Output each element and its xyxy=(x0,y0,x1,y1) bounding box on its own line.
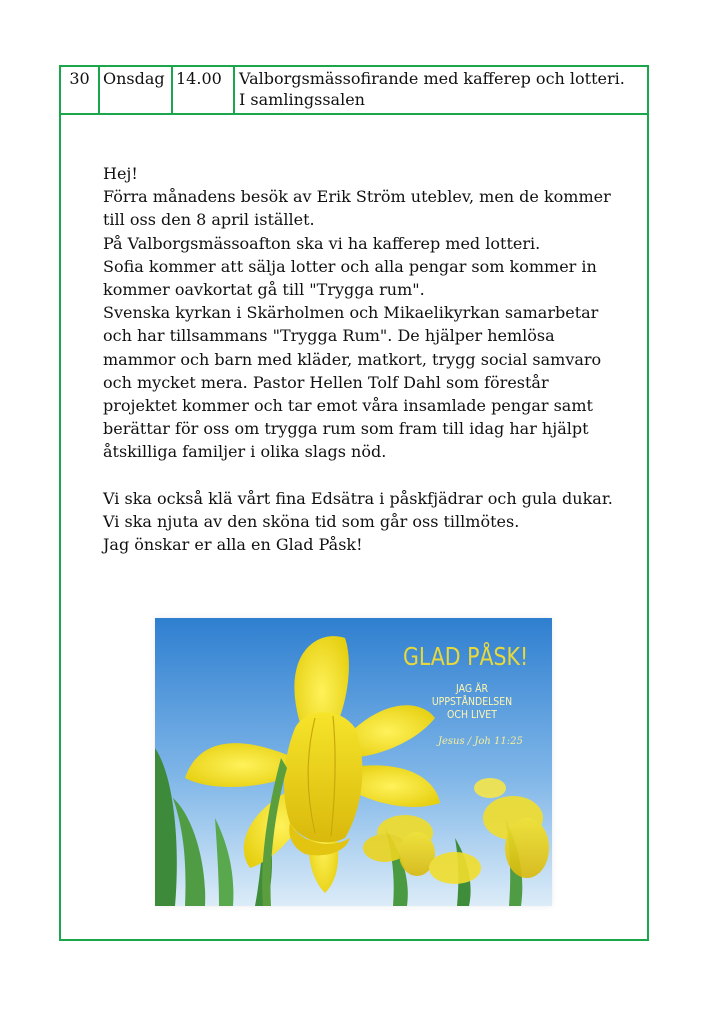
letter-line: och har tillsammans "Trygga Rum". De hjälper hemlösa xyxy=(103,326,555,346)
letter-line: och mycket mera. Pastor Hellen Tolf Dahl som förestår xyxy=(103,372,549,392)
card-subtitle-line: JAG ÄR xyxy=(456,682,488,695)
schedule-time: 14.00 xyxy=(173,67,235,113)
letter-line: Förra månadens besök av Erik Ström uteblev, men de kommer xyxy=(103,187,611,207)
letter-line: kommer oavkortat gå till "Trygga rum". xyxy=(103,280,425,300)
letter-line: På Valborgsmässoafton ska vi ha kafferep med lotteri. xyxy=(103,233,541,253)
schedule-row xyxy=(59,65,649,115)
letter-line: Vi ska också klä vårt fina Edsätra i påskfjädrar och gula dukar. xyxy=(103,488,613,508)
schedule-description-line2: I samlingssalen xyxy=(239,90,365,109)
letter-line: Hej! xyxy=(103,164,138,183)
schedule-description-line1: Valborgsmässofirande med kafferep och lotteri. xyxy=(239,69,625,88)
schedule-day: Onsdag xyxy=(100,67,173,113)
card-title: GLAD PÅSK! xyxy=(403,642,529,671)
letter-body xyxy=(103,162,643,556)
schedule-description xyxy=(235,67,647,113)
card-subtitle-line: UPPSTÅNDELSEN xyxy=(431,695,513,708)
letter-line: till oss den 8 april istället. xyxy=(103,210,315,230)
letter-line: Vi ska njuta av den sköna tid som går oss tillmötes. xyxy=(103,511,520,531)
letter-line: Svenska kyrkan i Skärholmen och Mikaelikyrkan samarbetar xyxy=(103,303,599,323)
letter-line: Sofia kommer att sälja lotter och alla pengar som kommer in xyxy=(103,256,597,276)
letter-line: åtskilliga familjer i olika slags nöd. xyxy=(103,442,387,462)
letter-line: Jag önskar er alla en Glad Påsk! xyxy=(103,535,363,555)
letter-line: mammor och barn med kläder, matkort, trygg social samvaro xyxy=(103,349,602,369)
letter-line: projektet kommer och tar emot våra insamlade pengar samt xyxy=(103,396,593,416)
card-subtitle xyxy=(425,682,519,721)
easter-card-image xyxy=(155,618,552,906)
card-bible-reference: Jesus / Joh 11:25 xyxy=(438,736,523,747)
card-subtitle-line: OCH LIVET xyxy=(447,708,497,721)
letter-line: berättar för oss om trygga rum som fram till idag har hjälpt xyxy=(103,419,589,439)
schedule-date: 30 xyxy=(61,67,100,113)
